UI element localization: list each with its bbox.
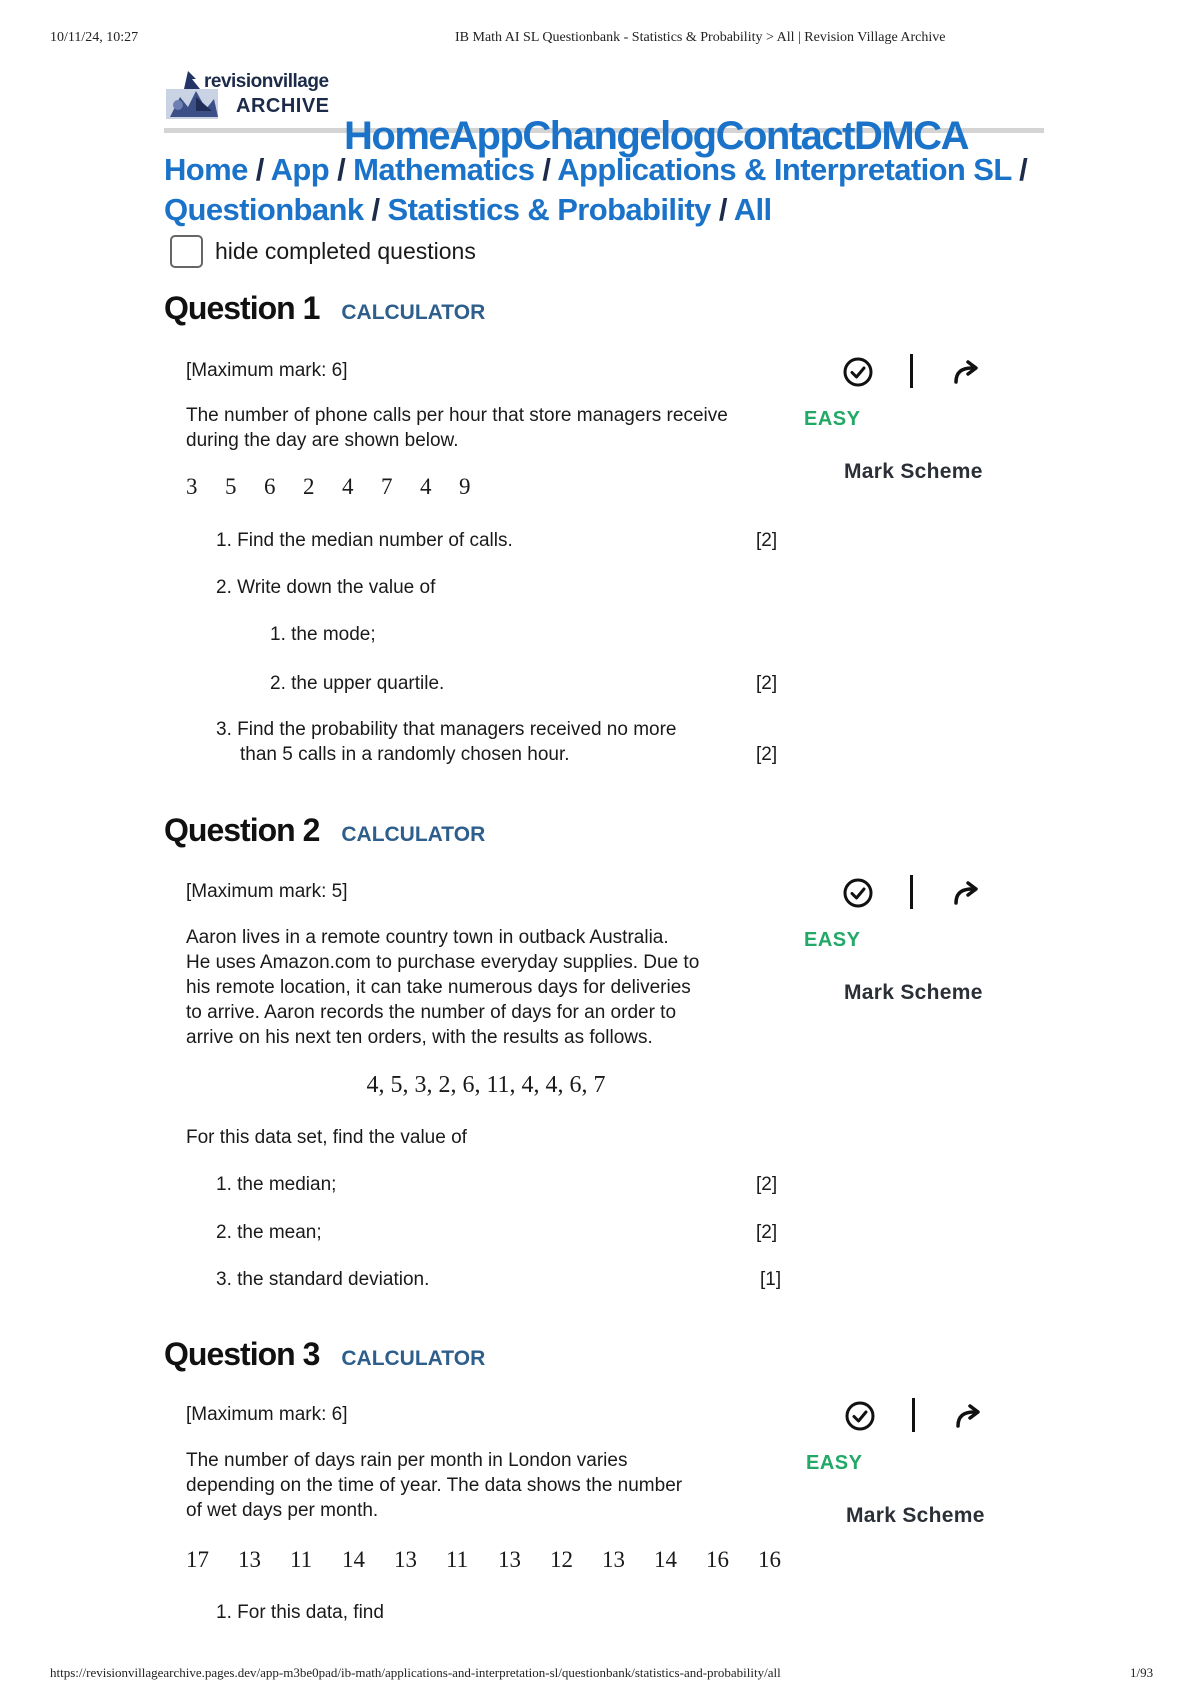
part-number: 1. [216,1174,232,1195]
data-value: 4 [342,474,354,499]
max-mark: [Maximum mark: 5] [186,881,348,902]
data-value: 11 [446,1547,469,1572]
question-subpart [270,622,782,647]
question-part [216,575,782,600]
part-text: the standard deviation. [237,1269,430,1290]
question-intro-line: He uses Amazon.com to purchase everyday supplies. Due to [186,952,700,973]
divider-bar [910,875,913,909]
question-part [216,1172,782,1197]
print-doc-title: IB Math AI SL Questionbank - Statistics & Probability > All | Revision Village Archive [455,30,946,45]
print-url: https://revisionvillagearchive.pages.dev/app-m3be0pad/ib-math/applications-and-interpretation-sl/questionbank/statistics-and-probability/all [50,1665,781,1680]
data-value: 3 [186,474,198,499]
data-values [186,1072,786,1099]
hide-completed-label[interactable]: hide completed questions [215,238,476,264]
nav-contact[interactable]: Contact [715,114,854,158]
share-arrow-icon[interactable] [952,358,982,386]
data-value: 16 [706,1547,729,1572]
question-title: Question 2 [164,812,320,848]
crumb-applications-interpretation-sl[interactable]: Applications & Interpretation SL [557,152,1012,187]
question-part [216,1220,782,1245]
question-intro-line: depending on the time of year. The data shows the number [186,1475,683,1496]
question-heading [164,1336,485,1373]
hide-completed-checkbox[interactable] [170,235,203,268]
print-date: 10/11/24, 10:27 [50,30,139,45]
crumb-separator: / [255,152,264,187]
part-text: the upper quartile. [291,673,445,694]
share-arrow-icon[interactable] [952,879,982,907]
question-body [186,358,786,383]
mark-scheme-button[interactable]: Mark Scheme [846,1504,985,1527]
calculator-badge: CALCULATOR [341,301,486,324]
question-part [216,717,782,767]
part-number: 1. [216,1602,232,1623]
part-text: the mode; [291,624,376,645]
difficulty-badge: EASY [804,408,861,430]
data-value: 17 [186,1547,209,1572]
question-intro-line: his remote location, it can take numerous days for deliveries [186,977,691,998]
part-marks: [2] [756,1174,778,1195]
question-intro [186,403,746,453]
calculator-badge: CALCULATOR [341,823,486,846]
part-text-continued: than 5 calls in a randomly chosen hour. [240,744,570,765]
part-number: 1. [216,530,232,551]
data-values [186,474,786,500]
crumb-statistics-probability[interactable]: Statistics & Probability [387,192,711,227]
question-intro-line: of wet days per month. [186,1500,379,1521]
site-logo[interactable] [164,65,330,121]
part-number: 2. [216,1222,232,1243]
part-text: the mean; [237,1222,322,1243]
data-value: 5 [225,474,237,499]
data-value: 14 [654,1547,677,1572]
question-subpart [270,671,782,696]
part-number: 3. [216,719,232,740]
question-tools [844,1398,994,1434]
data-list: 4, 5, 3, 2, 6, 11, 4, 4, 6, 7 [366,1072,606,1098]
question-intro [186,925,786,1050]
data-value: 6 [264,474,276,499]
logo-word-archive: ARCHIVE [236,95,330,117]
question-lead-text: For this data set, find the value of [186,1127,467,1148]
print-header [50,30,1160,50]
data-value: 16 [758,1547,781,1572]
part-marks: [2] [756,1222,778,1243]
max-mark: [Maximum mark: 6] [186,1404,348,1425]
data-value: 14 [342,1547,365,1572]
part-text: Write down the value of [237,577,436,598]
crumb-separator: / [371,192,380,227]
nav-dmca[interactable]: DMCA [853,114,968,158]
question-intro-line: Aaron lives in a remote country town in outback Australia. [186,927,669,948]
question-part [216,1267,782,1292]
data-value: 7 [381,474,393,499]
crumb-app[interactable]: App [270,152,330,187]
crumb-separator: / [542,152,551,187]
part-text: the median; [237,1174,337,1195]
data-value: 2 [303,474,315,499]
part-text: Find the median number of calls. [237,530,513,551]
question-tools [842,875,992,911]
max-mark: [Maximum mark: 6] [186,360,348,381]
calculator-badge: CALCULATOR [341,1347,486,1370]
data-value: 11 [290,1547,313,1572]
part-number: 1. [270,624,286,645]
crumb-questionbank[interactable]: Questionbank [164,192,364,227]
data-value: 12 [550,1547,573,1572]
mark-scheme-button[interactable]: Mark Scheme [844,981,983,1004]
crumb-all[interactable]: All [733,192,772,227]
part-number: 2. [216,577,232,598]
part-number: 3. [216,1269,232,1290]
question-heading [164,812,485,849]
crumb-separator: / [1019,152,1028,187]
question-body [186,879,786,904]
check-circle-icon[interactable] [842,356,874,388]
question-intro-line: The number of days rain per month in London varies [186,1450,628,1471]
question-lead [186,1125,786,1150]
question-intro-line: to arrive. Aaron records the number of days for an order to [186,1002,677,1023]
question-part [216,528,782,553]
data-value: 13 [498,1547,521,1572]
data-value: 13 [238,1547,261,1572]
data-value: 4 [420,474,432,499]
question-intro-line: arrive on his next ten orders, with the results as follows. [186,1027,653,1048]
crumb-separator: / [718,192,727,227]
crumb-mathematics[interactable]: Mathematics [353,152,535,187]
data-values [186,1547,806,1573]
question-title: Question 3 [164,1336,320,1372]
check-circle-icon[interactable] [842,877,874,909]
divider-bar [912,1398,915,1432]
check-circle-icon[interactable] [844,1400,876,1432]
nav-app[interactable]: App [449,114,523,158]
nav-changelog[interactable]: Changelog [522,114,716,158]
nav-home[interactable]: Home [344,114,450,158]
question-tools [842,354,992,390]
share-arrow-icon[interactable] [954,1402,984,1430]
crumb-home[interactable]: Home [164,152,248,187]
question-part [216,1600,782,1625]
part-number: 2. [270,673,286,694]
question-body [186,1402,786,1427]
print-page-number: 1/93 [1130,1665,1154,1680]
data-value: 9 [459,474,471,499]
part-marks: [2] [756,673,778,694]
hide-completed-row [170,235,476,268]
part-marks: [1] [760,1269,782,1290]
logo-word-revisionvillage: revisionvillage [204,71,329,92]
divider-bar [910,354,913,388]
crumb-separator: / [337,152,346,187]
breadcrumb [164,150,1064,230]
part-marks: [2] [756,744,778,765]
mark-scheme-button[interactable]: Mark Scheme [844,460,983,483]
question-title: Question 1 [164,290,320,326]
question-heading [164,290,485,327]
data-value: 13 [602,1547,625,1572]
part-text: Find the probability that managers received no more [237,719,677,740]
difficulty-badge: EASY [806,1452,863,1474]
difficulty-badge: EASY [804,929,861,951]
data-value: 13 [394,1547,417,1572]
question-intro-text: The number of phone calls per hour that store managers receive during the day are shown below. [186,405,728,451]
part-marks: [2] [756,530,778,551]
question-intro [186,1448,786,1523]
part-text: For this data, find [237,1602,384,1623]
